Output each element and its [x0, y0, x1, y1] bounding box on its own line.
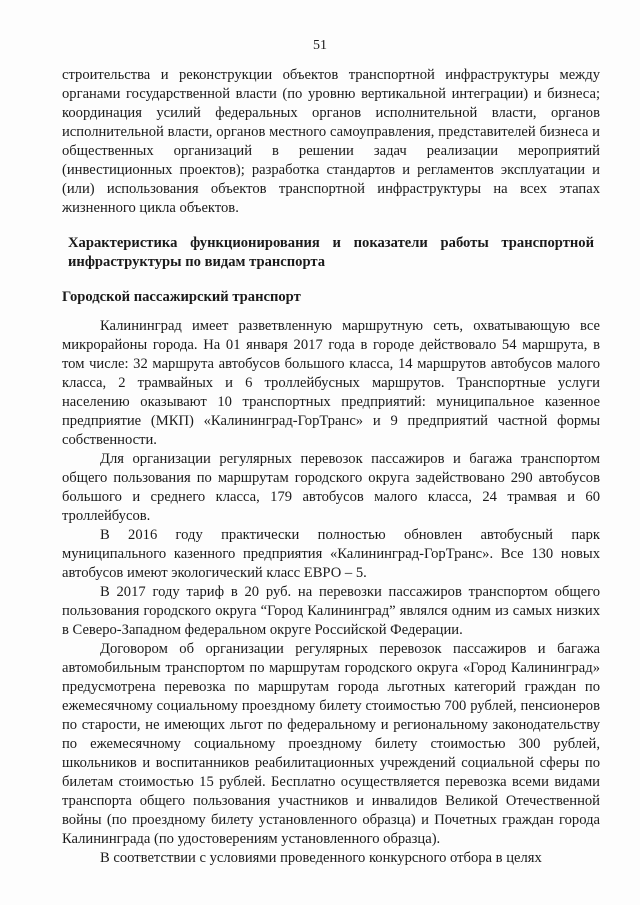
- paragraph-benefits: Договором об организации регулярных перевозок пассажиров и багажа автомобильным транспортом по маршрутам городского округа «Город Калининград» предусмотрена перевозка по маршрутам города льготных категорий граждан по ежемесячному социальному проездному билету стоимостью 700 рублей, пенсионеров по старости, не имеющих льгот по федеральному и региональному законодательству по ежемесячному социальному проездному билету стоимостью 300 рублей, школьников и воспитанников реабилитационных учреждений социальной сферы по билетам стоимостью 15 рублей. Бесплатно осуществляется перевозка всеми видами транспорта общего пользования участников и инвалидов Великой Отечественной войны (по проездному билету установленного образца) и Почетных граждан города Калининграда (по удостоверениям установленного образца).: [62, 641, 600, 847]
- document-body: [62, 66, 600, 868]
- page-number: 51: [313, 38, 327, 53]
- paragraph-tender: В соответствии с условиями проведенного конкурсного отбора в целях: [100, 850, 542, 866]
- subsection-heading: Городской пассажирский транспорт: [62, 289, 301, 305]
- paragraph-route-network: Калининград имеет разветвленную маршрутную сеть, охватывающую все микрорайоны города. На 01 января 2017 года в городе действовало 54 маршрута, в том числе: 32 маршрута автобусов большого класса, 14 маршрутов автобусов малого класса, 2 трамвайных и 6 троллейбусных маршрутов. Транспортные услуги населению оказывают 10 транспортных предприятий: муниципальное казенное предприятие (МКП) «Калининград-ГорТранс» и 9 предприятий частной формы собственности.: [62, 318, 600, 448]
- paragraph-vehicle-fleet: Для организации регулярных перевозок пассажиров и багажа транспортом общего пользования по маршрутам городского округа задействовано 290 автобусов большого и среднего класса, 179 автобусов малого класса, 24 трамвая и 60 троллейбусов.: [62, 451, 600, 524]
- paragraph-fare: В 2017 году тариф в 20 руб. на перевозки пассажиров транспортом общего пользования городского округа “Город Калининград” являлся одним из самых низких в Северо-Западном федеральном округе Российской Федерации.: [62, 584, 600, 638]
- paragraph-bus-renewal: В 2016 году практически полностью обновлен автобусный парк муниципального казенного предприятия «Калининград-ГорТранс». Все 130 новых автобусов имеют экологический класс ЕВРО – 5.: [62, 527, 600, 581]
- section-heading: Характеристика функционирования и показатели работы транспортной инфраструктуры по видам транспорта: [68, 235, 594, 270]
- intro-paragraph: строительства и реконструкции объектов транспортной инфраструктуры между органами государственной власти (по уровню вертикальной интеграции) и бизнеса; координация усилий федеральных органов исполнительной власти, органов исполнительной власти, органов местного самоуправления, представителей бизнеса и общественных организаций в решении задач реализации мероприятий (инвестиционных проектов); разработка стандартов и регламентов эксплуатации и (или) использования объектов транспортной инфраструктуры на всех этапах жизненного цикла объектов.: [62, 67, 600, 216]
